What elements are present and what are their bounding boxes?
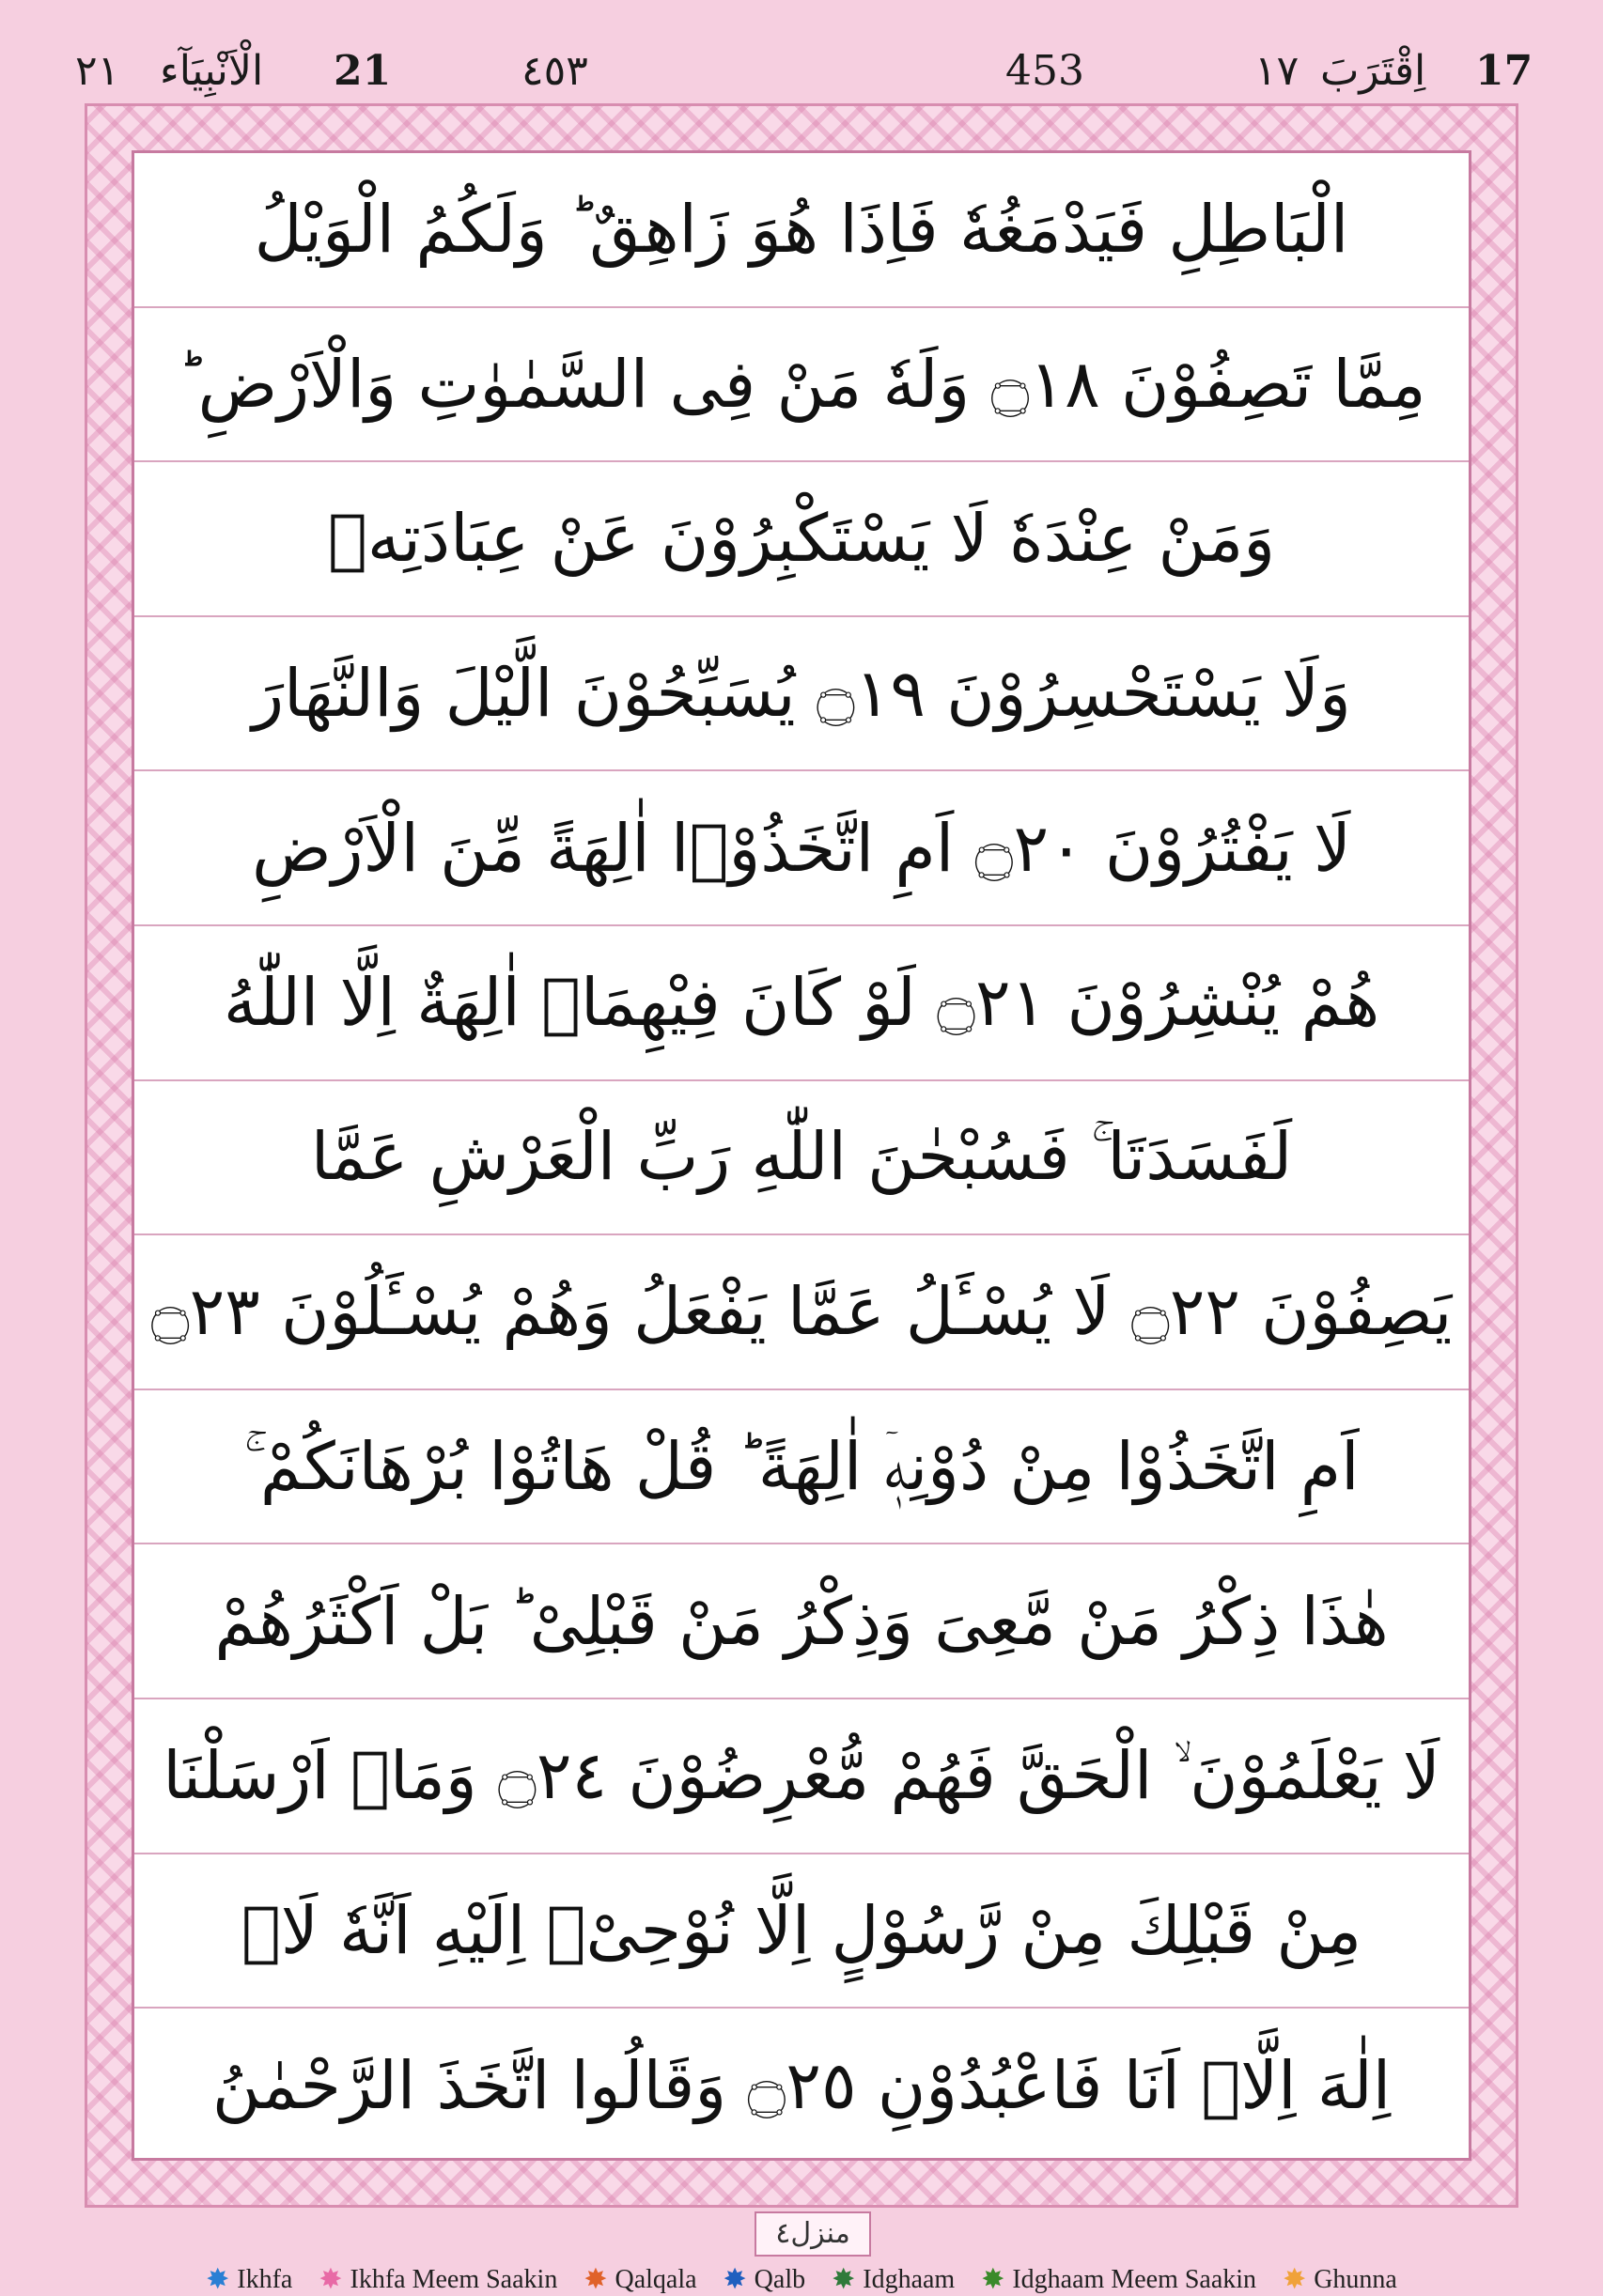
- text-line: مِنْ قَبْلِكَ مِنْ رَّسُوْلٍ اِلَّا نُوْحِىْۤ اِلَيْهِ اَنَّهٗ لَاۤ: [134, 1854, 1469, 2009]
- star-icon: ✸: [206, 2264, 230, 2295]
- legend-item: [1283, 2265, 1397, 2295]
- legend-item: [319, 2265, 557, 2295]
- legend-item: [206, 2265, 292, 2295]
- juz-name: اِقْتَرَبَ: [1320, 47, 1426, 95]
- legend-label: Ikhfa Meem Saakin: [350, 2265, 558, 2294]
- legend-label: Qalb: [754, 2265, 806, 2294]
- tajweed-legend: [0, 2264, 1603, 2296]
- text-line: هٰذَا ذِكْرُ مَنْ مَّعِىَ وَذِكْرُ مَنْ قَبْلِىْ ؕ بَلْ اَكْثَرُهُمْ: [134, 1544, 1469, 1699]
- star-icon: ✸: [723, 2264, 747, 2295]
- juz-arabic-left: ٢١: [75, 47, 120, 95]
- text-line: وَمَنْ عِنْدَهٗ لَا يَسْتَكْبِرُوْنَ عَنْ عِبَادَتِهٖ: [134, 462, 1469, 617]
- legend-item: [584, 2265, 696, 2295]
- legend-item: [832, 2265, 955, 2295]
- text-line: اَمِ اتَّخَذُوْا مِنْ دُوْنِهٖۤ اٰلِهَةً ؕ قُلْ هَاتُوْا بُرْهَانَكُمْ ۚ: [134, 1390, 1469, 1545]
- text-line: وَلَا يَسْتَحْسِرُوْنَ ۝١٩ يُسَبِّحُوْنَ الَّيْلَ وَالنَّهَارَ: [134, 617, 1469, 772]
- text-line: الْبَاطِلِ فَيَدْمَغُهٗ فَاِذَا هُوَ زَاهِقٌ ؕ وَلَكُمُ الْوَيْلُ: [134, 153, 1469, 308]
- manzil-label: منزل٤: [755, 2211, 871, 2257]
- surah-number: 21: [334, 47, 392, 95]
- legend-label: Idghaam Meem Saakin: [1012, 2265, 1257, 2294]
- surah-name: الْاَنْبِيَآء: [160, 47, 264, 95]
- text-line: لَا يَفْتُرُوْنَ ۝٢٠ اَمِ اتَّخَذُوْۤا اٰلِهَةً مِّنَ الْاَرْضِ: [134, 771, 1469, 926]
- juz-arabic-right: ١٧: [1254, 47, 1300, 95]
- legend-item: [724, 2265, 806, 2295]
- page-number: 453: [1005, 47, 1084, 95]
- star-icon: ✸: [832, 2264, 856, 2295]
- star-icon: ✸: [319, 2264, 343, 2295]
- text-line: لَا يَعْلَمُوْنَ ۙ الْحَقَّ فَهُمْ مُّعْرِضُوْنَ ۝٢٤ وَمَاۤ اَرْسَلْنَا: [134, 1699, 1469, 1854]
- text-line: مِمَّا تَصِفُوْنَ ۝١٨ وَلَهٗ مَنْ فِى السَّمٰوٰتِ وَالْاَرْضِ ؕ: [134, 308, 1469, 463]
- text-line: لَفَسَدَتَا ۚ فَسُبْحٰنَ اللّٰهِ رَبِّ الْعَرْشِ عَمَّا: [134, 1081, 1469, 1236]
- juz-number: 17: [1475, 47, 1533, 95]
- legend-label: Ikhfa: [237, 2265, 293, 2294]
- text-line: اِلٰهَ اِلَّاۤ اَنَا فَاعْبُدُوْنِ ۝٢٥ وَقَالُوا اتَّخَذَ الرَّحْمٰنُ: [211, 2047, 1392, 2125]
- legend-item: [981, 2265, 1256, 2295]
- page-number-arabic: ٤٥٣: [521, 47, 588, 95]
- legend-label: Qalqala: [615, 2265, 697, 2294]
- star-icon: ✸: [584, 2264, 608, 2295]
- quran-text-panel: [132, 150, 1471, 2161]
- legend-label: Ghunna: [1314, 2265, 1397, 2294]
- text-line: يَصِفُوْنَ ۝٢٢ لَا يُسْـَٔلُ عَمَّا يَفْعَلُ وَهُمْ يُسْـَٔلُوْنَ ۝٢٣: [134, 1235, 1469, 1390]
- star-icon: ✸: [981, 2264, 1005, 2295]
- text-line: هُمْ يُنْشِرُوْنَ ۝٢١ لَوْ كَانَ فِيْهِمَاۤ اٰلِهَةٌ اِلَّا اللّٰهُ: [134, 926, 1469, 1081]
- legend-label: Idghaam: [863, 2265, 956, 2294]
- star-icon: ✸: [1283, 2264, 1307, 2295]
